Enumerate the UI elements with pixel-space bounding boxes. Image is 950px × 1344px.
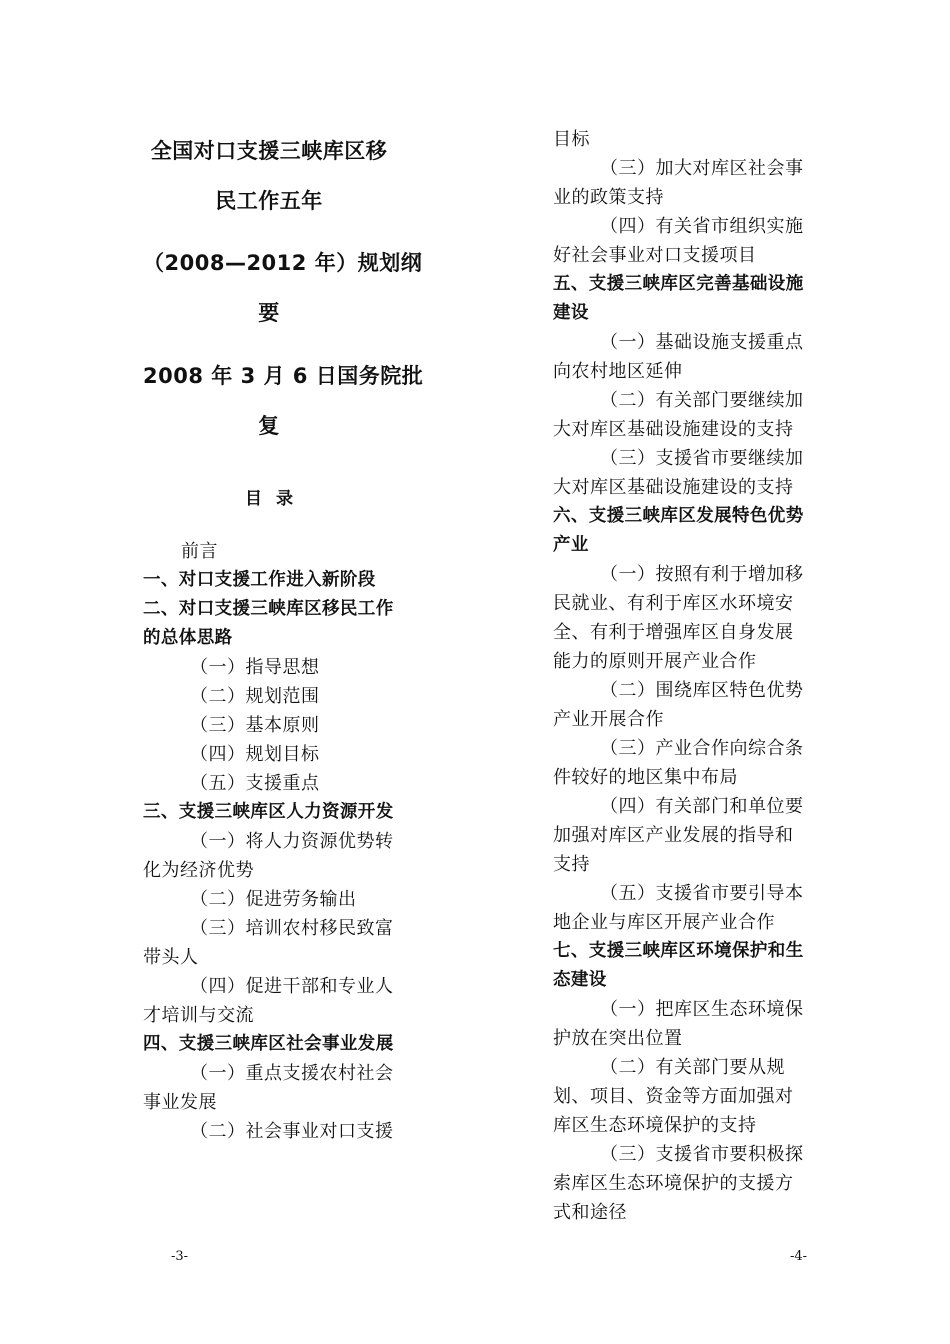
- toc-list-left: [143, 537, 395, 1146]
- toc-entry[interactable]: （四）有关省市组织实施好社会事业对口支援项目: [553, 216, 804, 266]
- toc-entry[interactable]: （一）把库区生态环境保护放在突出位置: [553, 999, 804, 1049]
- page-number-right: -4-: [790, 1249, 808, 1264]
- toc-entry[interactable]: （一）重点支援农村社会事业发展: [143, 1063, 394, 1113]
- toc-entry[interactable]: 前言: [181, 541, 218, 562]
- toc-section-heading[interactable]: 一、对口支援工作进入新阶段: [143, 570, 376, 590]
- document-title-line-6: 复: [258, 414, 280, 438]
- toc-entry[interactable]: 目标: [553, 129, 590, 150]
- toc-section-heading[interactable]: 六、支援三峡库区发展特色优势产业: [553, 506, 804, 555]
- toc-entry[interactable]: （二）有关部门要继续加大对库区基础设施建设的支持: [553, 390, 804, 440]
- toc-entry[interactable]: （一）基础设施支援重点向农村地区延伸: [553, 332, 804, 382]
- toc-entry[interactable]: （一）按照有利于增加移民就业、有利于库区水环境安全、有利于增强库区自身发展能力的原则开展产业合作: [553, 564, 804, 672]
- toc-entry[interactable]: （四）有关部门和单位要加强对库区产业发展的指导和支持: [553, 796, 804, 875]
- toc-entry[interactable]: （三）支援省市要继续加大对库区基础设施建设的支持: [553, 448, 804, 498]
- toc-section-heading[interactable]: 三、支援三峡库区人力资源开发: [143, 802, 394, 822]
- toc-entry[interactable]: （五）支援重点: [190, 773, 320, 794]
- toc-list-right: [553, 125, 805, 1227]
- document-title-line-5: 2008 年 3 月 6 日国务院批: [143, 364, 424, 388]
- toc-section-heading[interactable]: 四、支援三峡库区社会事业发展: [143, 1034, 394, 1054]
- toc-entry[interactable]: （三）加大对库区社会事业的政策支持: [553, 158, 804, 208]
- toc-heading: 目录: [245, 489, 307, 509]
- document-title-line-4: 要: [258, 301, 280, 325]
- toc-entry[interactable]: （三）培训农村移民致富带头人: [143, 918, 394, 968]
- toc-entry[interactable]: （二）社会事业对口支援: [190, 1121, 394, 1142]
- toc-entry[interactable]: （一）指导思想: [190, 657, 320, 678]
- toc-entry[interactable]: （二）有关部门要从规划、项目、资金等方面加强对库区生态环境保护的支持: [553, 1057, 794, 1136]
- toc-entry[interactable]: （三）支援省市要积极探索库区生态环境保护的支援方式和途径: [553, 1144, 804, 1223]
- toc-entry[interactable]: （三）产业合作向综合条件较好的地区集中布局: [553, 738, 804, 788]
- toc-entry[interactable]: （五）支援省市要引导本地企业与库区开展产业合作: [553, 883, 804, 933]
- toc-entry[interactable]: （四）促进干部和专业人才培训与交流: [143, 976, 394, 1026]
- document-title-line-3: （2008—2012 年）规划纲: [143, 251, 423, 275]
- toc-section-heading[interactable]: 七、支援三峡库区环境保护和生态建设: [553, 941, 804, 990]
- toc-section-heading[interactable]: 二、对口支援三峡库区移民工作的总体思路: [143, 599, 394, 648]
- toc-section-heading[interactable]: 五、支援三峡库区完善基础设施建设: [553, 274, 804, 323]
- document-title-line-1: 全国对口支援三峡库区移: [150, 139, 388, 163]
- toc-entry[interactable]: （一）将人力资源优势转化为经济优势: [143, 831, 394, 881]
- page-number-left: -3-: [171, 1249, 189, 1264]
- document-title-line-2: 民工作五年: [215, 189, 323, 213]
- toc-entry[interactable]: （二）促进劳务输出: [190, 889, 357, 910]
- toc-entry[interactable]: （四）规划目标: [190, 744, 320, 765]
- toc-entry[interactable]: （三）基本原则: [190, 715, 320, 736]
- toc-entry[interactable]: （二）规划范围: [190, 686, 320, 707]
- toc-entry[interactable]: （二）围绕库区特色优势产业开展合作: [553, 680, 804, 730]
